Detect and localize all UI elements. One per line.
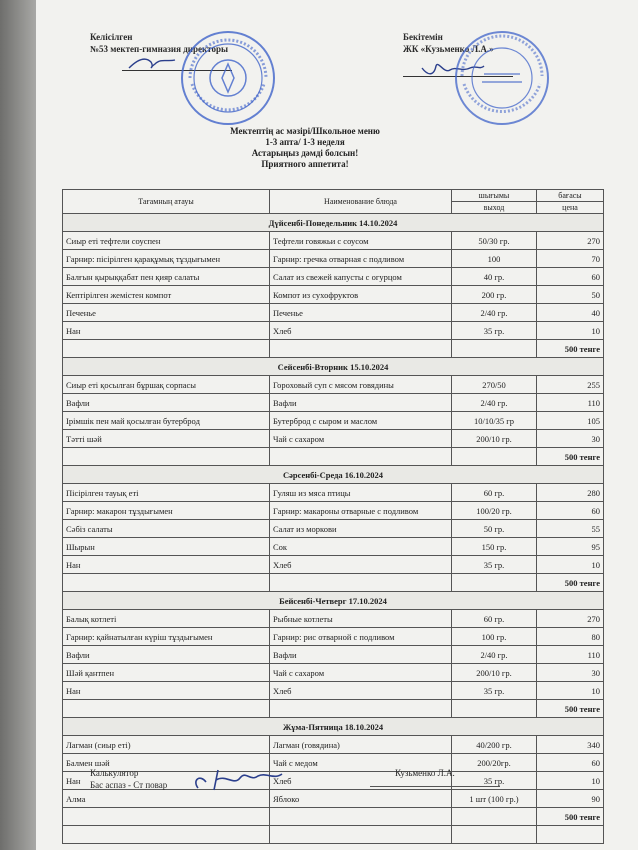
dish-price: 80 (537, 628, 604, 646)
empty-cell (270, 826, 452, 844)
dish-yield: 35 гр. (452, 682, 537, 700)
dish-price: 70 (537, 250, 604, 268)
day-title: Бейсенбі-Четверг 17.10.2024 (63, 592, 604, 610)
dish-name-kz: Шырын (63, 538, 270, 556)
dish-yield: 60 гр. (452, 484, 537, 502)
dish-name-ru: Лагман (говядина) (270, 736, 452, 754)
day-total: 500 тенге (537, 448, 604, 466)
chef-label: Бас аспаз - Ст повар (90, 780, 168, 790)
dish-name-ru: Салат из свежей капусты с огурцом (270, 268, 452, 286)
header-price-kz: бағасы (537, 190, 604, 202)
dish-price: 340 (537, 736, 604, 754)
dish-name-ru: Гарнир: рис отварной с подливом (270, 628, 452, 646)
dish-price: 10 (537, 556, 604, 574)
empty-cell (452, 340, 537, 358)
empty-row (63, 826, 604, 844)
empty-cell (452, 700, 537, 718)
dish-name-ru: Тефтели говяжьи с соусом (270, 232, 452, 250)
dish-name-kz: Кептірілген жемістен компот (63, 286, 270, 304)
empty-cell (270, 340, 452, 358)
dish-name-ru: Вафли (270, 646, 452, 664)
day-total-row (63, 448, 604, 466)
dish-name-ru: Чай с сахаром (270, 664, 452, 682)
day-total: 500 тенге (537, 574, 604, 592)
dish-name-kz: Гарнир: пісірілген қарақұмық тұздығымен (63, 250, 270, 268)
heading-line-3: Астарыңыз дәмді болсын! (251, 148, 359, 158)
day-title: Жұма-Пятница 18.10.2024 (63, 718, 604, 736)
empty-cell (270, 448, 452, 466)
approve-label: Бекітемін (403, 32, 443, 42)
table-row (63, 268, 604, 286)
dish-yield: 1 шт (100 гр.) (452, 790, 537, 808)
header-price-ru: цена (537, 202, 604, 214)
dish-name-ru: Вафли (270, 394, 452, 412)
day-total-row (63, 340, 604, 358)
dish-name-kz: Алма (63, 790, 270, 808)
dish-name-ru: Чай с сахаром (270, 430, 452, 448)
dish-yield: 2/40 гр. (452, 304, 537, 322)
day-total: 500 тенге (537, 808, 604, 826)
dish-name-ru: Хлеб (270, 556, 452, 574)
dish-name-kz: Нан (63, 556, 270, 574)
dish-yield: 10/10/35 гр (452, 412, 537, 430)
dish-price: 55 (537, 520, 604, 538)
empty-cell (270, 574, 452, 592)
ip-label: ЖК «Кузьменко Л.А.» (403, 44, 494, 54)
approved-label: Келісілген (90, 32, 133, 42)
dish-yield: 50/30 гр. (452, 232, 537, 250)
table-row (63, 610, 604, 628)
dish-name-ru: Чай с медом (270, 754, 452, 772)
dish-yield: 200/10 гр. (452, 664, 537, 682)
calculator-label: Калькулятор (90, 768, 139, 778)
dish-price: 270 (537, 610, 604, 628)
day-total-row (63, 574, 604, 592)
chef-signature (190, 760, 290, 800)
day-title: Дүйсенбі-Понедельник 14.10.2024 (63, 214, 604, 232)
dish-name-ru: Гарнир: макароны отварные с подливом (270, 502, 452, 520)
dish-name-ru: Хлеб (270, 322, 452, 340)
dish-yield: 200/10 гр. (452, 430, 537, 448)
table-row (63, 304, 604, 322)
empty-cell (63, 340, 270, 358)
kuzmenko-signature-line (370, 786, 500, 787)
dish-price: 50 (537, 286, 604, 304)
empty-cell (537, 826, 604, 844)
dish-price: 95 (537, 538, 604, 556)
dish-name-kz: Лагман (сиыр еті) (63, 736, 270, 754)
dish-name-kz: Нан (63, 682, 270, 700)
table-row (63, 628, 604, 646)
table-row (63, 682, 604, 700)
dish-yield: 150 гр. (452, 538, 537, 556)
dish-price: 110 (537, 394, 604, 412)
dish-name-kz: Пісірілген тауық еті (63, 484, 270, 502)
table-row (63, 394, 604, 412)
table-row (63, 286, 604, 304)
day-header-row (63, 466, 604, 484)
dish-name-ru: Гуляш из мяса птицы (270, 484, 452, 502)
dish-name-ru: Хлеб (270, 682, 452, 700)
dish-price: 30 (537, 430, 604, 448)
dish-name-ru: Гарнир: гречка отварная с подливом (270, 250, 452, 268)
menu-table (62, 189, 604, 844)
dish-price: 30 (537, 664, 604, 682)
kuzmenko-name: Кузьменко Л.А. (395, 768, 455, 778)
dish-price: 60 (537, 502, 604, 520)
dish-yield: 200/20гр. (452, 754, 537, 772)
day-total: 500 тенге (537, 340, 604, 358)
table-row (63, 250, 604, 268)
ip-stamp (452, 28, 552, 128)
empty-cell (452, 574, 537, 592)
dish-name-ru: Компот из сухофруктов (270, 286, 452, 304)
dish-price: 270 (537, 232, 604, 250)
dish-yield: 100 гр. (452, 628, 537, 646)
table-row (63, 520, 604, 538)
dish-name-kz: Тәтті шәй (63, 430, 270, 448)
header-name-kz: Тағамның атауы (63, 190, 270, 214)
dish-name-kz: Вафли (63, 646, 270, 664)
empty-cell (63, 808, 270, 826)
dish-name-kz: Сиыр еті қосылған бұршақ сорпасы (63, 376, 270, 394)
dish-yield: 50 гр. (452, 520, 537, 538)
dish-name-kz: Шәй қантпен (63, 664, 270, 682)
header-name-ru: Наименование блюда (270, 190, 452, 214)
dish-name-kz: Печенье (63, 304, 270, 322)
table-row (63, 556, 604, 574)
day-title: Сейсенбі-Вторник 15.10.2024 (63, 358, 604, 376)
dish-yield: 60 гр. (452, 610, 537, 628)
empty-cell (452, 448, 537, 466)
table-header-row (63, 190, 604, 202)
empty-cell (63, 826, 270, 844)
table-row (63, 484, 604, 502)
dish-yield: 2/40 гр. (452, 394, 537, 412)
dish-name-ru: Хлеб (270, 772, 452, 790)
dish-name-ru: Яблоко (270, 790, 452, 808)
empty-cell (452, 808, 537, 826)
table-row (63, 376, 604, 394)
table-row (63, 646, 604, 664)
page-shadow (0, 0, 36, 850)
school-stamp (178, 28, 278, 128)
dish-name-ru: Печенье (270, 304, 452, 322)
empty-cell (63, 700, 270, 718)
dish-name-kz: Нан (63, 772, 270, 790)
empty-cell (63, 574, 270, 592)
day-header-row (63, 718, 604, 736)
director-label: №53 мектеп-гимназия директоры (90, 44, 228, 54)
dish-name-kz: Балмен шәй (63, 754, 270, 772)
dish-yield: 200 гр. (452, 286, 537, 304)
dish-name-ru: Рыбные котлеты (270, 610, 452, 628)
header-yield-ru: выход (452, 202, 537, 214)
empty-cell (270, 700, 452, 718)
dish-name-kz: Гарнир: қайнатылған күріш тұздығымен (63, 628, 270, 646)
dish-name-ru: Сок (270, 538, 452, 556)
dish-price: 90 (537, 790, 604, 808)
dish-price: 10 (537, 322, 604, 340)
day-total-row (63, 700, 604, 718)
dish-yield: 40 гр. (452, 268, 537, 286)
dish-yield: 100/20 гр. (452, 502, 537, 520)
dish-name-kz: Нан (63, 322, 270, 340)
director-signature (125, 52, 185, 74)
table-row (63, 664, 604, 682)
dish-price: 105 (537, 412, 604, 430)
table-row (63, 232, 604, 250)
day-header-row (63, 214, 604, 232)
dish-price: 40 (537, 304, 604, 322)
dish-name-kz: Сәбіз салаты (63, 520, 270, 538)
dish-name-kz: Балық котлеті (63, 610, 270, 628)
table-row (63, 430, 604, 448)
dish-price: 255 (537, 376, 604, 394)
table-row (63, 502, 604, 520)
dish-name-kz: Балғын қырыққабат пен қияр салаты (63, 268, 270, 286)
dish-yield: 40/200 гр. (452, 736, 537, 754)
day-total-row (63, 808, 604, 826)
heading-line-2: 1-3 апта/ 1-3 неделя (265, 137, 345, 147)
day-total: 500 тенге (537, 700, 604, 718)
dish-price: 60 (537, 268, 604, 286)
table-row (63, 322, 604, 340)
dish-name-ru: Гороховый суп с мясом говядины (270, 376, 452, 394)
day-header-row (63, 592, 604, 610)
day-header-row (63, 358, 604, 376)
table-row (63, 736, 604, 754)
dish-name-ru: Бутерброд с сыром и маслом (270, 412, 452, 430)
heading-line-1: Мектептің ас мәзірі/Школьное меню (230, 126, 380, 136)
dish-price: 10 (537, 772, 604, 790)
dish-yield: 35 гр. (452, 322, 537, 340)
dish-price: 10 (537, 682, 604, 700)
table-row (63, 754, 604, 772)
dish-name-kz: Ірімшік пен май қосылған бутерброд (63, 412, 270, 430)
empty-cell (452, 826, 537, 844)
empty-cell (63, 448, 270, 466)
header-yield-kz: шығымы (452, 190, 537, 202)
dish-yield: 2/40 гр. (452, 646, 537, 664)
dish-yield: 35 гр. (452, 556, 537, 574)
heading-line-4: Приятного аппетита! (261, 159, 349, 169)
dish-name-kz: Гарнир: макарон тұздығымен (63, 502, 270, 520)
empty-cell (270, 808, 452, 826)
dish-yield: 270/50 (452, 376, 537, 394)
dish-price: 280 (537, 484, 604, 502)
table-row (63, 538, 604, 556)
dish-name-ru: Салат из моркови (270, 520, 452, 538)
menu-heading (180, 126, 430, 170)
table-row (63, 412, 604, 430)
dish-price: 110 (537, 646, 604, 664)
dish-yield: 35 гр. (452, 772, 537, 790)
dish-name-kz: Сиыр еті тефтели соуспен (63, 232, 270, 250)
dish-yield: 100 (452, 250, 537, 268)
day-title: Сәрсенбі-Среда 16.10.2024 (63, 466, 604, 484)
table-row (63, 790, 604, 808)
dish-price: 60 (537, 754, 604, 772)
dish-name-kz: Вафли (63, 394, 270, 412)
